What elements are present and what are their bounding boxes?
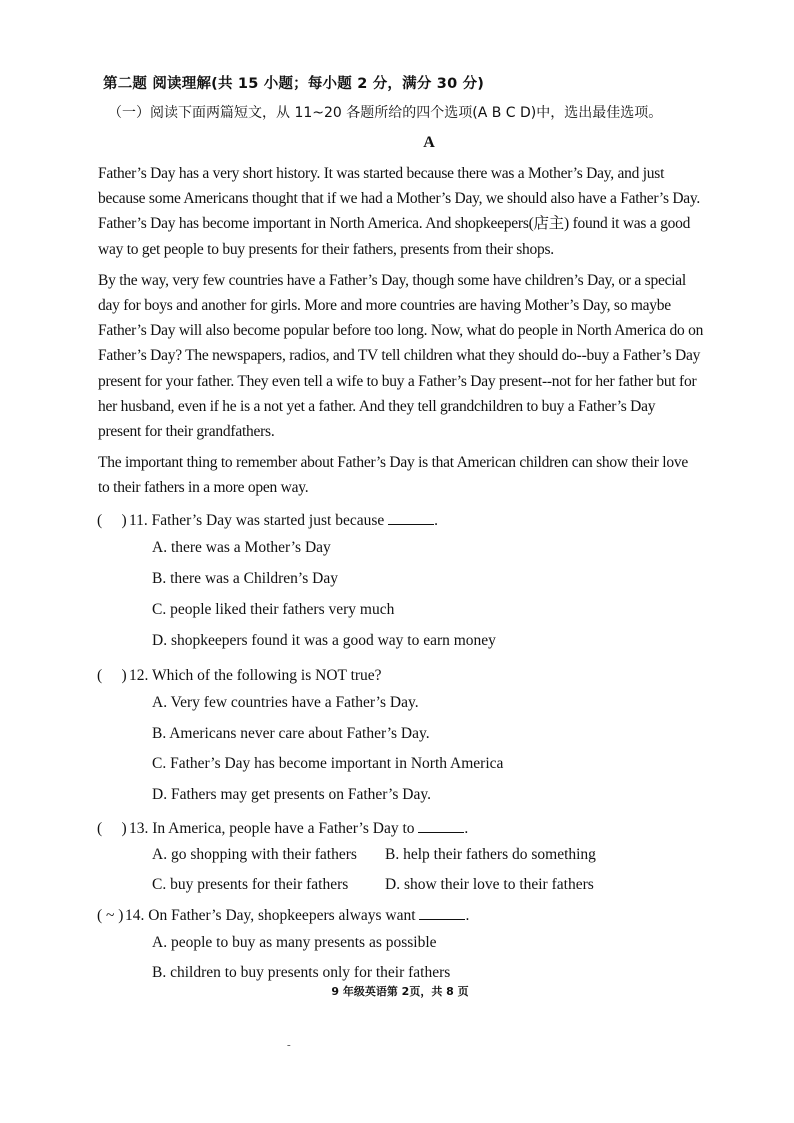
answer-blank <box>419 905 465 920</box>
question-12 <box>97 663 382 685</box>
passage-letter: A <box>423 134 435 151</box>
stray-mark: - <box>287 1039 291 1051</box>
reading-passage <box>98 161 738 507</box>
section-title: 第二题 阅读理解(共 15 小题；每小题 2 分，满分 30 分) <box>103 76 485 92</box>
option-11-d[interactable]: D. shopkeepers found it was a good way to earn money <box>152 632 496 649</box>
answer-blank <box>418 818 464 833</box>
question-tail: . <box>464 820 469 837</box>
option-13-a[interactable]: A. go shopping with their fathers <box>152 846 357 863</box>
question-stem: 13. In America, people have a Father’s Day to <box>129 820 415 837</box>
passage-line: her husband, even if he is a not yet a father. And they tell grandchildren to buy a Father’s Day <box>98 397 656 415</box>
option-11-b[interactable]: B. there was a Children’s Day <box>152 570 338 587</box>
option-13-c[interactable]: C. buy presents for their fathers <box>152 876 349 893</box>
answer-paren[interactable]: ( ~ ) <box>97 907 124 924</box>
passage-line: present for your father. They even tell a wife to buy a Father’s Day present--not for her father but for <box>98 372 697 390</box>
passage-line: Father’s Day has a very short history. It was started because there was a Mother’s Day, and just <box>98 165 665 182</box>
answer-paren[interactable]: ( ) <box>97 820 127 837</box>
paragraph-2 <box>98 268 738 444</box>
answer-blank <box>388 510 434 525</box>
option-11-c[interactable]: C. people liked their fathers very much <box>152 601 395 618</box>
option-14-b[interactable]: B. children to buy presents only for their fathers <box>152 964 451 981</box>
passage-line: The important thing to remember about Father’s Day is that American children can show their love <box>98 454 688 472</box>
option-12-d[interactable]: D. Fathers may get presents on Father’s Day. <box>152 786 431 803</box>
question-stem: 14. On Father’s Day, shopkeepers always want <box>125 907 416 924</box>
question-tail: . <box>465 907 470 924</box>
answer-paren[interactable]: ( ) <box>97 667 127 684</box>
question-13 <box>97 816 468 838</box>
passage-line: to their fathers in a more open way. <box>98 479 309 497</box>
option-12-a[interactable]: A. Very few countries have a Father’s Day. <box>152 694 419 711</box>
passage-line: because some Americans thought that if we had a Mother’s Day, we should also have a Father’s Day. <box>98 190 701 208</box>
option-13-d[interactable]: D. show their love to their fathers <box>385 876 594 893</box>
option-12-b[interactable]: B. Americans never care about Father’s Day. <box>152 725 430 742</box>
passage-line: Father’s Day? The newspapers, radios, and TV tell children what they should do--buy a Father’s Day <box>98 347 701 365</box>
question-14 <box>97 905 469 925</box>
paragraph-1 <box>98 161 738 262</box>
passage-line: Father’s Day has become important in North America. And shopkeepers(店主) found it was a good <box>98 215 691 233</box>
question-stem: 12. Which of the following is NOT true? <box>129 667 382 684</box>
answer-paren[interactable]: ( ) <box>97 512 127 529</box>
paragraph-3 <box>98 450 738 500</box>
option-14-a[interactable]: A. people to buy as many presents as possible <box>152 934 437 951</box>
option-11-a[interactable]: A. there was a Mother’s Day <box>152 539 331 556</box>
passage-line: present for their grandfathers. <box>98 423 275 441</box>
passage-line: way to get people to buy presents for their fathers, presents from their shops. <box>98 240 554 258</box>
question-stem: 11. Father’s Day was started just because <box>129 512 385 529</box>
page-footer: 9 年级英语第 2页，共 8 页 <box>331 985 469 998</box>
option-12-c[interactable]: C. Father’s Day has become important in North America <box>152 755 504 772</box>
passage-line: day for boys and another for girls. More and more countries are having Mother’s Day, so maybe <box>98 297 671 315</box>
option-13-b[interactable]: B. help their fathers do something <box>385 846 596 863</box>
passage-line: By the way, very few countries have a Father’s Day, though some have children’s Day, or a special <box>98 271 686 289</box>
question-11 <box>97 508 438 530</box>
question-tail: . <box>434 512 439 529</box>
section-instruction: （一）阅读下面两篇短文，从 11~20 各题所给的四个选项(A B C D)中，选出最佳选项。 <box>108 105 663 121</box>
passage-line: Father’s Day will also become popular before too long. Now, what do people in North America do on <box>98 322 704 340</box>
